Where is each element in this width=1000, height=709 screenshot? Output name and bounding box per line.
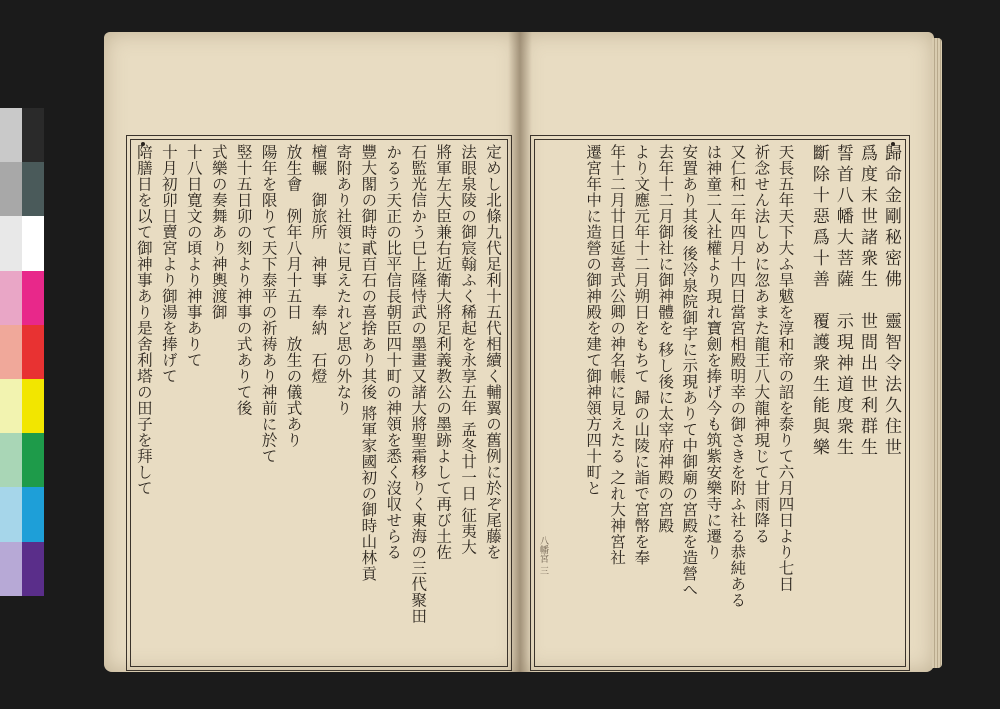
text-column: より文應元年十二月朔日をもちて 歸の山陵に詣で宮幣を奉 <box>632 144 651 566</box>
text-column: 陽年を限りて天下泰平の祈祷あり神前に於て <box>259 144 278 464</box>
text-column: 遷宮年中に造營の御神殿を建て御神領方四十町と <box>584 144 603 496</box>
text-column: 去年十二月御社に御神體を 移し後に太宰府神殿の宮殿 <box>656 144 675 534</box>
text-column: 檀輾 御旅所 神事 奉納 石燈 <box>309 144 328 384</box>
folio-label: 八幡宮 三 <box>538 536 548 575</box>
color-swatch <box>0 379 22 433</box>
text-column: 又仁和二年四月十四日當宮相殿明幸の御さきを附ふ社る恭純ある <box>728 144 747 608</box>
text-column: 定めし北條九代足利十五代相續く輔翼の舊例に於ぞ尾藤を <box>484 144 502 560</box>
verse-column: 誓首八幡大菩薩 示現神道度衆生 <box>832 144 853 459</box>
color-swatch <box>0 542 22 596</box>
color-swatch <box>22 108 44 162</box>
book-gutter <box>508 32 532 672</box>
text-column: 陪膳日を以て御神事あり是舍利塔の田子を拜して <box>134 144 153 496</box>
right-page-text-frame <box>530 135 910 671</box>
text-column: 法眼泉陵の御宸翰ふく稀起を永享五年 孟冬廿一日 征夷大 <box>459 144 478 555</box>
open-book <box>104 32 936 692</box>
color-swatch <box>22 162 44 216</box>
color-swatch <box>0 487 22 541</box>
text-column: 祈念せん法しめに忽あまた龍王八大龍神現じて甘雨降る <box>752 144 771 544</box>
text-column: 十八日寛文の頃より神事ありて <box>184 144 203 368</box>
color-chart-right-column <box>22 108 44 596</box>
text-column: 十月初卯日賣宮より御湯を捧げて <box>159 144 178 384</box>
column-gap <box>799 144 806 662</box>
text-column: 式樂の奏舞あり神輿渡御 <box>209 144 228 320</box>
color-swatch <box>0 162 22 216</box>
color-swatch <box>22 325 44 379</box>
color-swatch <box>22 487 44 541</box>
color-swatch <box>0 433 22 487</box>
verse-column: 歸命金剛秘密佛 靈智令法久住世 <box>881 144 901 459</box>
color-swatch <box>22 542 44 596</box>
text-column: は神童二人社權より現れ寶劍を捧げ今も筑紫安樂寺に遷り <box>704 144 723 560</box>
verse-column: 斷除十惡爲十善 覆護衆生能與樂 <box>808 144 829 459</box>
color-swatch <box>22 271 44 325</box>
text-column: かるう天正の比平信長朝臣四十町の神領を悉く沒収せらる <box>384 144 403 560</box>
text-column: 安置あり其後 後冷泉院御宇に示現ありて中御廟の宮殿を造營へ <box>680 144 699 598</box>
text-column: 豐大閣の御時貳百石の喜捨あり其後 將軍家國初の御時山林貢 <box>359 144 378 582</box>
text-column: 天長五年天下大ふ旱魃を淳和帝の詔を泰りて六月四日より七日 <box>776 144 795 592</box>
color-swatch <box>0 108 22 162</box>
text-column: 年十二月廿日延喜式公卿の神名帳に見えたる 之れ大神宮社 <box>608 144 627 566</box>
left-page-text-frame <box>126 135 512 671</box>
right-page-text <box>583 144 903 662</box>
color-chart-left-column <box>0 108 22 596</box>
text-column: 將軍左大臣兼右近衛大將足利義教公の墨跡よして再び土佐 <box>434 144 453 560</box>
verse-column: 爲度末世諸衆生 世間出世利群生 <box>856 144 877 459</box>
left-page-text <box>133 144 505 662</box>
color-swatch <box>0 325 22 379</box>
color-calibration-chart <box>0 108 44 596</box>
text-column: 石監光信かう巳上隆恃武の墨畫又諸大將聖霜移りく東海の三代聚田 <box>409 144 428 624</box>
color-swatch <box>22 433 44 487</box>
left-page <box>104 32 520 672</box>
text-column: 寄附あり社領に見えたれど思の外なり <box>334 144 353 416</box>
color-swatch <box>22 216 44 270</box>
text-column: 竪十五日卯の刻より神事の式ありて後 <box>234 144 253 416</box>
text-column: 放生會 例年八月十五日 放生の儀式あり <box>284 144 303 448</box>
page-edge <box>932 38 942 668</box>
color-swatch <box>0 271 22 325</box>
color-swatch <box>0 216 22 270</box>
color-swatch <box>22 379 44 433</box>
